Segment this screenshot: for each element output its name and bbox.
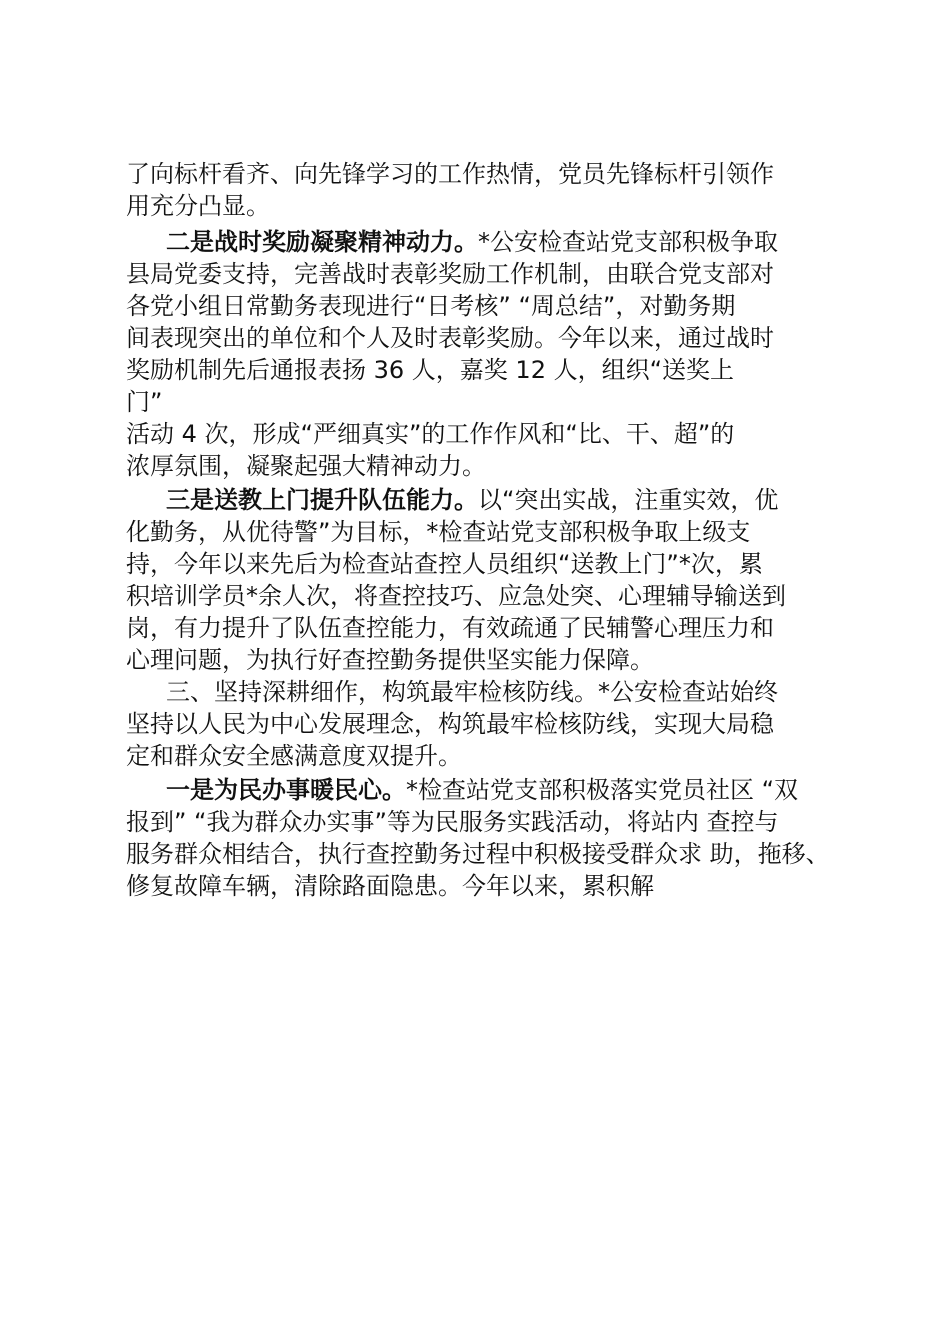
paragraph-line: 定和群众安全感满意度双提升。 <box>126 742 462 770</box>
paragraph-line: 岗，有力提升了队伍查控能力，有效疏通了民辅警心理压力和 <box>126 614 774 642</box>
paragraph-line: 化勤务，从优待警”为目标，*检查站党支部积极争取上级支 <box>126 518 751 546</box>
section-heading: 三是送教上门提升队伍能力。 <box>166 486 478 514</box>
paragraph-line <box>166 226 778 258</box>
paragraph-line: 活动 4 次，形成“严细真实”的工作作风和“比、干、超”的 <box>126 420 735 448</box>
paragraph-text: 以“突出实战，注重实效，优 <box>478 486 779 514</box>
paragraph-line: 三、坚持深耕细作，构筑最牢检核防线。*公安检查站始终 <box>166 678 778 706</box>
paragraph-line: 了向标杆看齐、向先锋学习的工作热情，党员先锋标杆引领作 <box>126 160 774 188</box>
paragraph-line: 坚持以人民为中心发展理念，构筑最牢检核防线，实现大局稳 <box>126 710 774 738</box>
paragraph-line: 服务群众相结合，执行查控勤务过程中积极接受群众求 助，拖移、 <box>126 840 830 868</box>
paragraph-line: 心理问题，为执行好查控勤务提供坚实能力保障。 <box>126 646 654 674</box>
paragraph-line: 持，今年以来先后为检查站查控人员组织“送教上门”*次，累 <box>126 550 763 578</box>
paragraph-line: 各党小组日常勤务表现进行“日考核” “周总结”，对勤务期 <box>126 292 736 320</box>
section-heading: 一是为民办事暖民心。 <box>166 776 406 804</box>
paragraph-line <box>166 484 778 516</box>
paragraph-line: 县局党委支持，完善战时表彰奖励工作机制，由联合党支部对 <box>126 260 774 288</box>
paragraph-line: 报到” “我为群众办实事”等为民服务实践活动，将站内 查控与 <box>126 808 779 836</box>
paragraph-line <box>166 774 798 806</box>
paragraph-text: *检查站党支部积极落实党员社区 “双 <box>406 776 799 804</box>
paragraph-line: 间表现突出的单位和个人及时表彰奖励。今年以来，通过战时 <box>126 324 774 352</box>
paragraph-line: 用充分凸显。 <box>126 192 270 220</box>
paragraph-line: 奖励机制先后通报表扬 36 人，嘉奖 12 人，组织“送奖上 <box>126 356 735 384</box>
paragraph-text: *公安检查站党支部积极争取 <box>478 228 778 256</box>
paragraph-line: 修复故障车辆，清除路面隐患。今年以来，累积解 <box>126 872 654 900</box>
paragraph-line: 积培训学员*余人次，将查控技巧、应急处突、心理辅导输送到 <box>126 582 786 610</box>
section-heading: 二是战时奖励凝聚精神动力。 <box>166 228 478 256</box>
paragraph-line: 门” <box>126 388 163 416</box>
paragraph-line: 浓厚氛围，凝聚起强大精神动力。 <box>126 452 486 480</box>
